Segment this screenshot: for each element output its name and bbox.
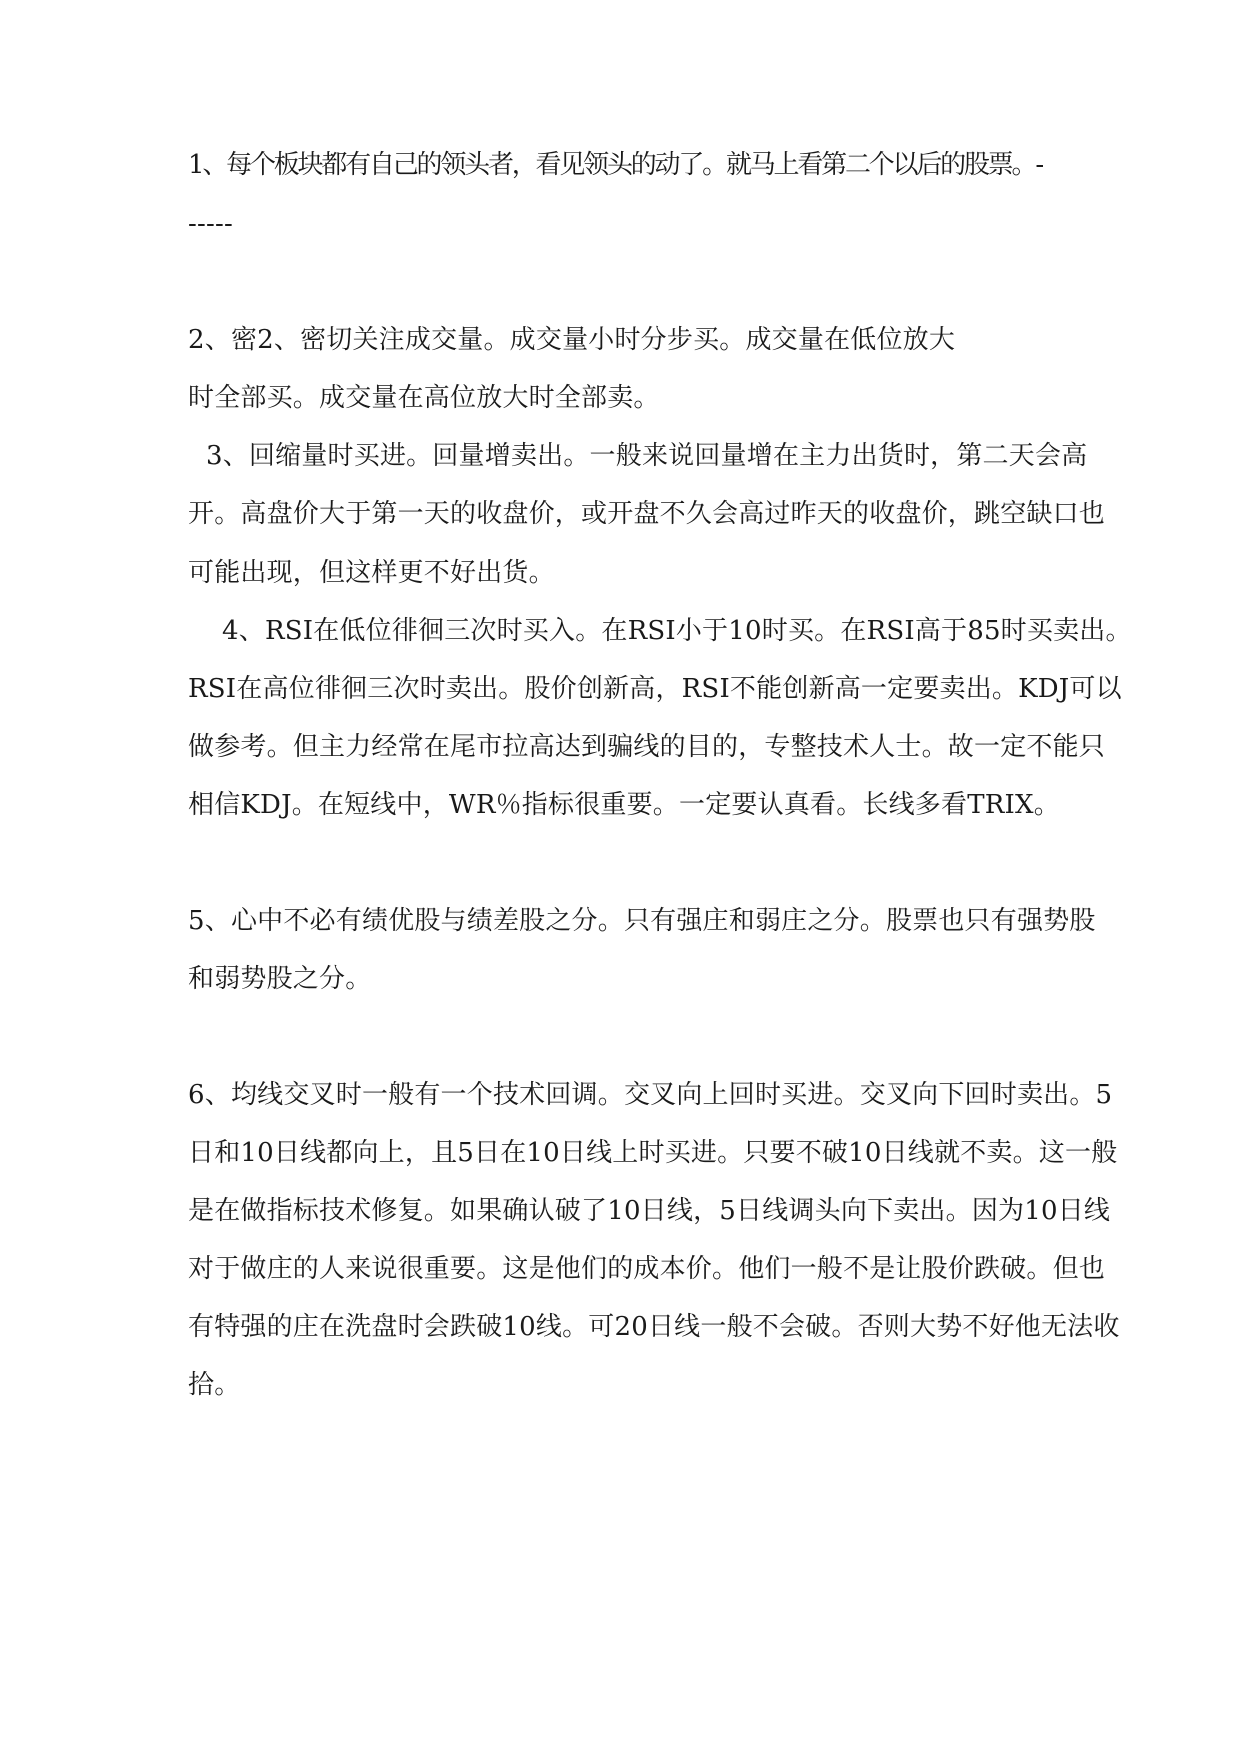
item-6-line-1: 6、均线交叉时一般有一个技术回调。交叉向上回时买进。交叉向下回时卖出。5	[188, 1080, 1113, 1110]
item-6-line-3: 是在做指标技术修复。如果确认破了10日线，5日线调头向下卖出。因为10日线	[188, 1196, 1111, 1226]
item-2-line-2: 时全部买。成交量在高位放大时全部卖。	[188, 383, 660, 413]
item-1-line-1: 1、每个板块都有自己的领头者，看见领头的动了。就马上看第二个以后的股票。-	[188, 150, 1042, 180]
item-4-line-2: RSI在高位徘徊三次时卖出。股价创新高，RSI不能创新高一定要卖出。KDJ可以	[188, 674, 1122, 704]
item-2-line-1: 2、密2、密切关注成交量。成交量小时分步买。成交量在低位放大	[188, 325, 956, 355]
item-4-line-3: 做参考。但主力经常在尾市拉高达到骗线的目的，专整技术人士。故一定不能只	[188, 732, 1106, 762]
item-6-line-5: 有特强的庄在洗盘时会跌破10线。可20日线一般不会破。否则大势不好他无法收	[188, 1312, 1120, 1342]
item-4-line-4: 相信KDJ。在短线中，WR％指标很重要。一定要认真看。长线多看TRIX。	[188, 790, 1060, 820]
item-6-line-6: 拾。	[188, 1370, 241, 1400]
item-6-line-4: 对于做庄的人来说很重要。这是他们的成本价。他们一般不是让股价跌破。但也	[188, 1254, 1106, 1284]
item-3-line-2: 开。高盘价大于第一天的收盘价，或开盘不久会高过昨天的收盘价，跳空缺口也	[188, 499, 1106, 529]
item-3-line-3: 可能出现，但这样更不好出货。	[188, 558, 555, 588]
item-1-line-2: -----	[188, 209, 233, 239]
item-5-line-2: 和弱势股之分。	[188, 964, 372, 994]
item-4-line-1: 4、RSI在低位徘徊三次时买入。在RSI小于10时买。在RSI高于85时买卖出。	[222, 616, 1132, 646]
item-6-line-2: 日和10日线都向上，且5日在10日线上时买进。只要不破10日线就不卖。这一般	[188, 1138, 1118, 1168]
item-5-line-1: 5、心中不必有绩优股与绩差股之分。只有强庄和弱庄之分。股票也只有强势股	[188, 906, 1096, 936]
item-3-line-1: 3、回缩量时买进。回量增卖出。一般来说回量增在主力出货时，第二天会高	[206, 441, 1088, 471]
